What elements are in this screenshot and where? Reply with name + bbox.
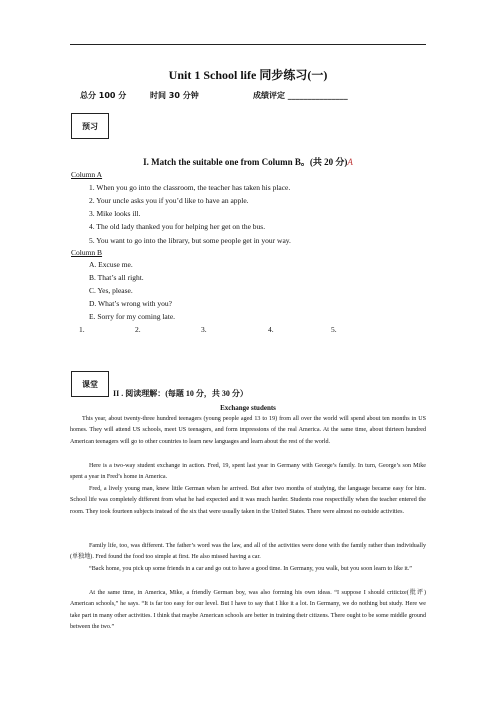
answer-blank[interactable]: 5. [331,325,337,334]
answer-blank[interactable]: 3. [201,325,207,334]
section1-title: I. Match the suitable one from Column B。(共 20 分)A [143,157,353,167]
column-b-item: E. Sorry for my coming late. [89,312,176,321]
section2-title: II . 阅读理解：(每题 10 分，共 30 分） [113,389,248,398]
column-a-item: 2. Your uncle asks you if you’d like to have an apple. [89,196,249,205]
column-b-label: Column B [71,248,103,257]
section1-mark: A [347,157,353,167]
passage-paragraph: This year, about twenty-three hundred teenagers (young people aged 13 to 19) from all over the world will spend about ten months in US homes. They will attend US schools, meet US teenagers, and form impressions of the real America. At the same time, about thirteen hundred American teenagers will go to other countries to learn new languages and learn about the rest of the world. [70,416,426,445]
column-b-item: A. Excuse me. [89,260,133,269]
column-a-item: 5. You want to go into the library, but some people get in your way. [89,236,291,245]
time-limit: 时间 30 分钟 [150,91,199,100]
rating-field: 成绩评定 _______________ [253,91,348,100]
column-a-label: Column A [71,170,103,179]
passage-title: Exchange students [220,404,276,412]
header-rule [70,44,426,45]
passage-paragraph: At the same time, in America, Mike, a friendly German boy, was also forming his own ideas. “I suppose I should criticize(批评) American schools,” he says. “It is far too easy for our level. But I have to say that I like it a lot. In Germany, we do nothing but study. Here we take part in many other activities. I think that maybe American schools are better in training their citizens. There ought to be some middle ground between the two.” [70,590,426,631]
passage-paragraph: Family life, too, was different. The father’s word was the law, and all of the activities were done with the family rather than individually (单独地). Fred found the food too simple at first. He also missed having a car. [70,543,426,561]
total-score: 总分 100 分 [80,91,127,100]
column-b-item: D. What’s wrong with you? [89,299,172,308]
answer-blank[interactable]: 2. [135,325,141,334]
column-a-item: 4. The old lady thanked you for helping her get on the bus. [89,222,266,231]
classroom-box: 课堂 [71,371,109,397]
column-a-item: 3. Mike looks ill. [89,209,141,218]
passage-paragraph: Here is a two-way student exchange in action. Fred, 19, spent last year in Germany with George’s family. In turn, George’s son Mike spent a year in Fred’s home in America. [70,463,426,481]
preview-box: 预习 [71,113,109,139]
passage-paragraph: Fred, a lively young man, knew little German when he arrived. But after two months of studying, the language became easy for him. School life was completely different from what he had expected and it was much harder. Students rose respectfully when the teacher entered the room. They took fourteen subjects instead of the six that were usually taken in the United States. There were almost no outside activities. [70,486,426,515]
column-a-item: 1. When you go into the classroom, the teacher has taken his place. [89,183,291,192]
answer-blank[interactable]: 4. [268,325,274,334]
column-b-item: C. Yes, please. [89,286,133,295]
answer-blank[interactable]: 1. [79,325,85,334]
column-b-item: B. That’s all right. [89,273,144,282]
passage-paragraph: “Back home, you pick up some friends in a car and go out to have a good time. In Germany, you walk, but you soon learn to like it.” [89,566,413,572]
page-title: Unit 1 School life 同步练习(一) [168,68,328,82]
